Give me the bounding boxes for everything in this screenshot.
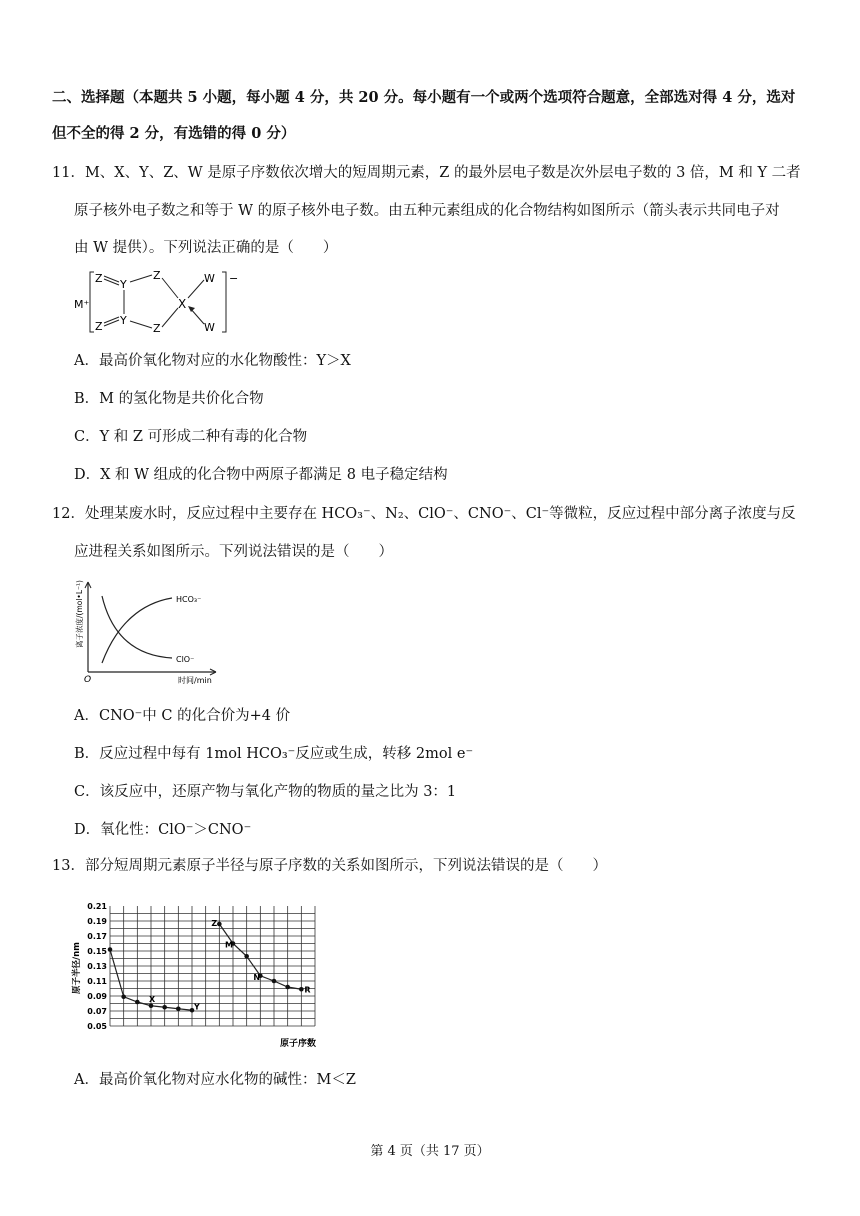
y-axis-label: 离子浓度/(mol•L⁻¹) xyxy=(75,580,84,648)
section-heading-line2: 但不全的得 2 分，有选错的得 0 分） xyxy=(52,125,296,142)
q12-stem-line2: 应进程关系如图所示。下列说法错误的是（ ） xyxy=(74,544,393,560)
q11-stem-line1: 11．M、X、Y、Z、W 是原子序数依次增大的短周期元素，Z 的最外层电子数是次外层电子数的 3 倍，M 和 Y 二者 xyxy=(52,165,801,181)
cation-label: M⁺ xyxy=(74,298,90,311)
data-point xyxy=(217,922,222,927)
y-axis-label: 原子半径/nm xyxy=(72,941,82,994)
series-label-clo: ClO⁻ xyxy=(176,655,195,664)
data-point xyxy=(285,985,290,990)
q11-option-a: A．最高价氧化物对应的水化物酸性：Y＞X xyxy=(74,353,351,369)
y-tick-label: 0.15 xyxy=(87,947,107,956)
point-labels xyxy=(149,919,311,1011)
atom-z4: Z xyxy=(153,322,161,335)
section-heading-line1: 二、选择题（本题共 5 小题，每小题 4 分，共 20 分。每小题有一个或两个选项符合题意，全部选对得 4 分，选对 xyxy=(52,89,796,106)
x-axis-label: 原子序数 xyxy=(280,1039,317,1049)
q11-stem-line2: 原子核外电子数之和等于 W 的原子核外电子数。由五种元素组成的化合物结构如图所示（箭头表示共同电子对 xyxy=(74,203,780,219)
data-point xyxy=(299,987,304,992)
atom-w2: W xyxy=(204,321,215,334)
clo-curve xyxy=(102,596,172,658)
atom-y1: Y xyxy=(120,278,127,291)
y-tick-label: 0.13 xyxy=(87,962,107,971)
y-tick-label: 0.09 xyxy=(87,992,107,1001)
q12-option-a: A．CNO⁻中 C 的化合价为+4 价 xyxy=(74,708,291,724)
data-point xyxy=(108,947,113,952)
data-point xyxy=(135,1000,140,1005)
q11-stem-line3: 由 W 提供）。下列说法正确的是（ ） xyxy=(74,240,338,256)
atom-y2: Y xyxy=(120,314,127,327)
y-tick-label: 0.05 xyxy=(87,1022,107,1031)
y-tick-label: 0.17 xyxy=(87,932,107,941)
q13-option-a: A．最高价氧化物对应水化物的碱性：M＜Z xyxy=(74,1072,356,1088)
q12-option-d: D．氧化性：ClO⁻＞CNO⁻ xyxy=(74,822,252,838)
atom-z1: Z xyxy=(95,272,103,285)
point-label: M xyxy=(225,940,233,950)
data-point xyxy=(244,954,249,959)
anion-charge: − xyxy=(229,272,239,285)
y-tick-label: 0.19 xyxy=(87,917,107,926)
atom-z2: Z xyxy=(153,269,161,282)
y-tick-label: 0.07 xyxy=(87,1007,107,1016)
page-footer: 第 4 页（共 17 页） xyxy=(370,1144,490,1159)
point-label: N xyxy=(253,972,261,982)
point-label: R xyxy=(304,985,311,995)
q11-option-b: B．M 的氢化物是共价化合物 xyxy=(74,391,264,407)
series-label-hco3: HCO₃⁻ xyxy=(176,595,202,604)
q11-option-d: D．X 和 W 组成的化合物中两原子都满足 8 电子稳定结构 xyxy=(74,467,448,483)
atom-x: X xyxy=(178,297,187,311)
atom-w1: W xyxy=(204,272,215,285)
y-tick-labels xyxy=(87,902,107,1031)
q13-stem: 13．部分短周期元素原子半径与原子序数的关系如图所示，下列说法错误的是（ ） xyxy=(52,858,607,874)
q12-stem-line1: 12．处理某废水时，反应过程中主要存在 HCO₃⁻、N₂、ClO⁻、CNO⁻、Cl⁻等微粒，反应过程中部分离子浓度与反 xyxy=(52,506,796,522)
hco3-curve xyxy=(102,598,172,663)
q13-radius-chart xyxy=(70,894,340,1054)
point-label: Y xyxy=(194,1002,200,1012)
data-point xyxy=(176,1006,181,1011)
y-tick-label: 0.21 xyxy=(87,902,107,911)
data-point xyxy=(149,1003,154,1008)
q11-option-c: C．Y 和 Z 可形成二种有毒的化合物 xyxy=(74,429,308,445)
y-tick-label: 0.11 xyxy=(87,977,107,986)
q12-option-c: C．该反应中，还原产物与氧化产物的物质的量之比为 3：1 xyxy=(74,784,457,800)
q12-concentration-chart xyxy=(72,578,222,688)
origin-label: O xyxy=(84,675,92,685)
data-point xyxy=(121,994,126,999)
data-point xyxy=(272,979,277,984)
point-label: X xyxy=(149,994,156,1004)
q11-structure-figure xyxy=(72,266,242,338)
atom-z3: Z xyxy=(95,320,103,333)
point-label: Z xyxy=(211,919,218,928)
q12-option-b: B．反应过程中每有 1mol HCO₃⁻反应或生成，转移 2mol e⁻ xyxy=(74,746,474,762)
x-axis-label: 时间/min xyxy=(178,676,212,685)
data-point xyxy=(162,1005,167,1010)
